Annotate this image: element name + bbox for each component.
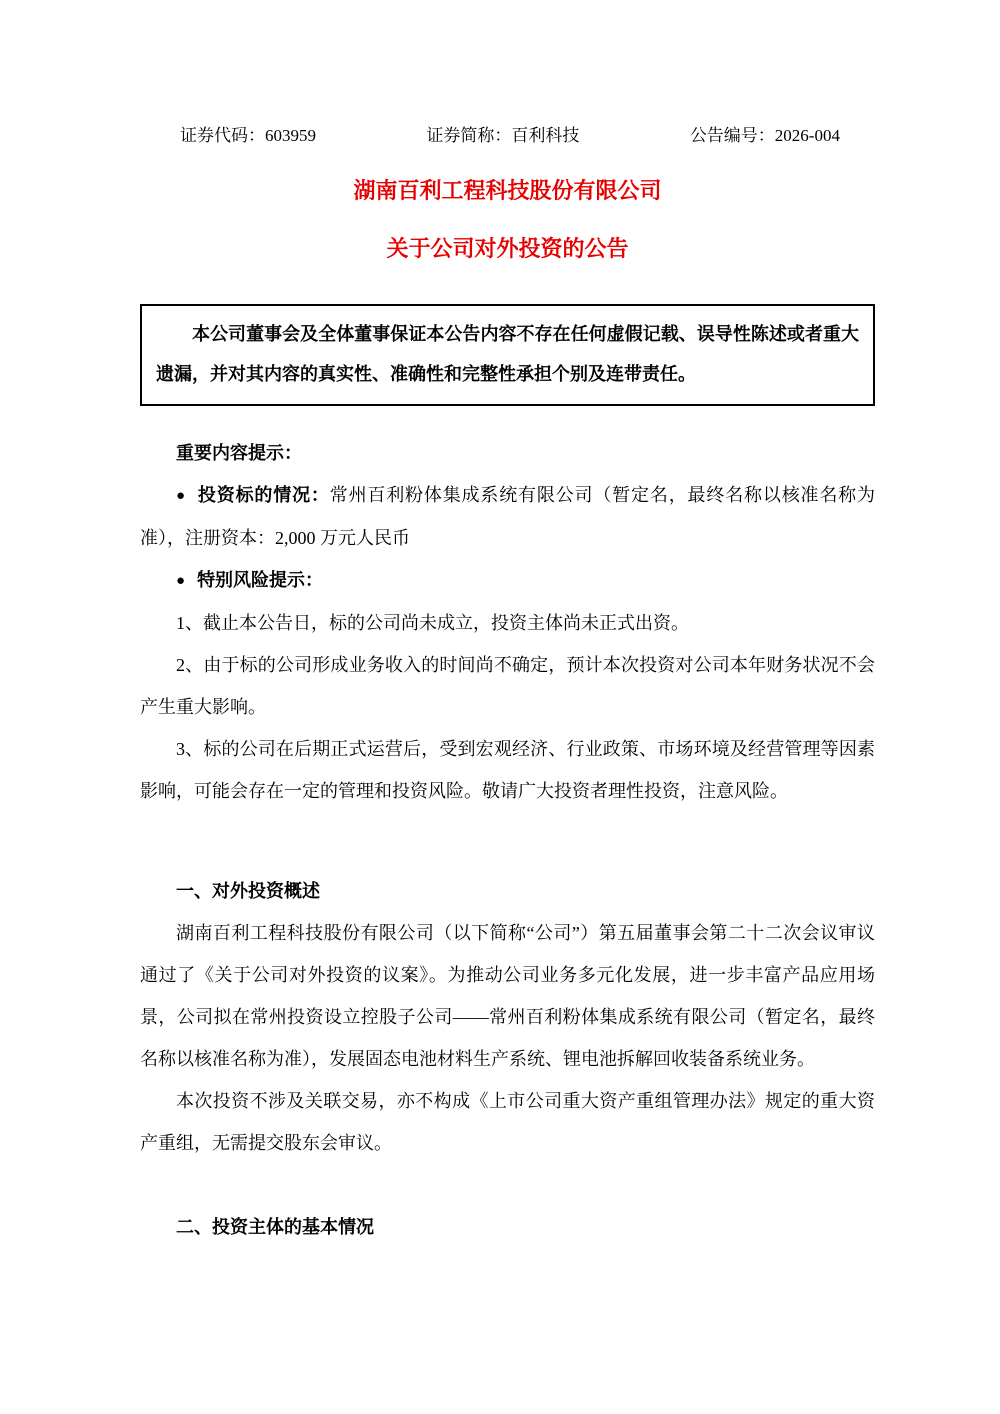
section2-heading: 二、投资主体的基本情况 xyxy=(176,1217,374,1237)
bullet-special-risk xyxy=(140,559,875,602)
section1-paragraph-1: 湖南百利工程科技股份有限公司（以下简称“公司”）第五届董事会第二十二次会议审议通过了《关于公司对外投资的议案》。为推动公司业务多元化发展，进一步丰富产品应用场景，公司拟在常州投资设立控股子公司——常州百利粉体集成系统有限公司（暂定名，最终名称以核准名称为准），发展固态电池材料生产系统、锂电池拆解回收装备系统业务。 xyxy=(140,923,875,1069)
bullet-investment-target-label: 投资标的情况： xyxy=(197,485,330,505)
section1-paragraph-2: 本次投资不涉及关联交易，亦不构成《上市公司重大资产重组管理办法》规定的重大资产重组，无需提交股东会审议。 xyxy=(140,1091,875,1153)
risk-item-2: 2、由于标的公司形成业务收入的时间尚不确定，预计本次投资对公司本年财务状况不会产生重大影响。 xyxy=(140,655,875,717)
bullet-icon: ● xyxy=(176,573,186,589)
stock-code: 证券代码：603959 xyxy=(180,126,316,145)
title-block xyxy=(140,180,875,260)
disclaimer-box xyxy=(140,304,875,406)
bullet-icon: ● xyxy=(176,488,186,504)
bullet-investment-target-text: 常州百利粉体集成系统有限公司（暂定名，最终名称以核准名称为准），注册资本：2,000 万元人民币 xyxy=(140,485,876,548)
bullet-special-risk-label: 特别风险提示： xyxy=(197,570,324,590)
disclaimer-text: 本公司董事会及全体董事保证本公告内容不存在任何虚假记载、误导性陈述或者重大遗漏，并对其内容的真实性、准确性和完整性承担个别及连带责任。 xyxy=(156,324,859,384)
bullet-investment-target xyxy=(140,474,875,559)
document-header xyxy=(140,122,875,150)
risk-item-3: 3、标的公司在后期正式运营后，受到宏观经济、行业政策、市场环境及经营管理等因素影响，可能会存在一定的管理和投资风险。敬请广大投资者理性投资，注意风险。 xyxy=(140,739,875,801)
stock-short-name: 证券简称：百利科技 xyxy=(426,126,580,145)
section1-heading: 一、对外投资概述 xyxy=(176,881,320,901)
risk-item-1: 1、截止本公告日，标的公司尚未成立，投资主体尚未正式出资。 xyxy=(176,613,689,633)
document-body xyxy=(140,432,875,1248)
announcement-title: 关于公司对外投资的公告 xyxy=(386,236,629,261)
announcement-number: 公告编号：2026-004 xyxy=(689,126,840,145)
important-notice-heading: 重要内容提示： xyxy=(176,443,302,463)
company-name-title: 湖南百利工程科技股份有限公司 xyxy=(353,178,662,203)
